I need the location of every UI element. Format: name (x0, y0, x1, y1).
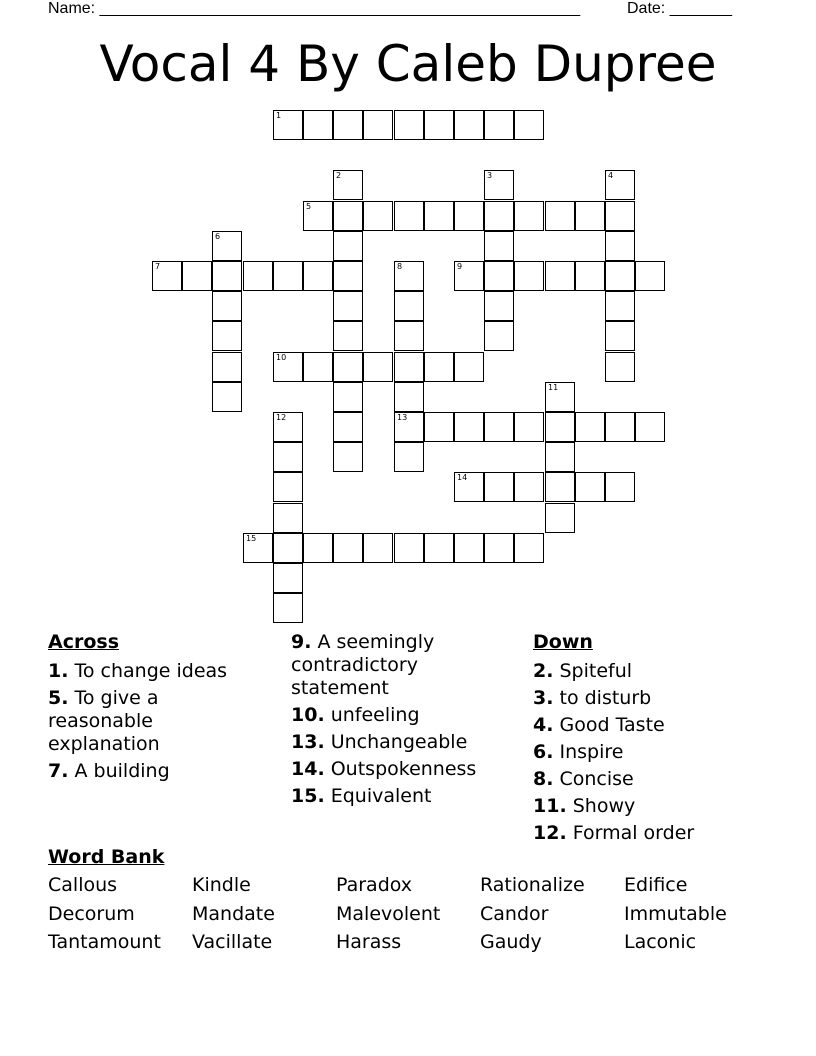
grid-cell[interactable] (545, 472, 575, 502)
word-bank-word: Kindle (192, 874, 251, 896)
word-bank-word: Harass (336, 931, 402, 953)
clue-across-9: 9. A seemingly contradictory statement (291, 631, 435, 699)
clue-across-1: 1. To change ideas (48, 660, 228, 682)
grid-cell[interactable] (484, 170, 514, 200)
date-line: Date: _______ (627, 0, 732, 17)
clue-down-4: 4. Good Taste (533, 714, 665, 736)
cell-number: 1 (276, 111, 282, 120)
grid-cell[interactable] (605, 170, 635, 200)
grid-cell[interactable] (605, 261, 635, 291)
grid-cell[interactable] (484, 533, 514, 563)
grid-cell[interactable] (424, 110, 454, 140)
grid-cell[interactable] (394, 412, 424, 442)
grid-cell[interactable] (484, 472, 514, 502)
grid-cell[interactable] (394, 110, 424, 140)
grid-cell[interactable] (605, 352, 635, 382)
name-line: Name: ______________________________________________________ (48, 0, 581, 17)
clue-across-5: 5. To give a reasonable explanation (48, 687, 160, 755)
grid-cell[interactable] (424, 533, 454, 563)
grid-cell[interactable] (333, 412, 363, 442)
cell-number: 12 (276, 413, 287, 422)
grid-cell[interactable] (514, 110, 544, 140)
grid-cell[interactable] (454, 412, 484, 442)
page-title: Vocal 4 By Caleb Dupree (99, 35, 717, 93)
grid-cell[interactable] (545, 503, 575, 533)
grid-cell[interactable] (514, 412, 544, 442)
word-bank-heading: Word Bank (48, 846, 165, 868)
grid-cell[interactable] (484, 261, 514, 291)
grid-cell[interactable] (363, 352, 393, 382)
down-heading: Down (533, 631, 593, 653)
grid-cell[interactable] (333, 442, 363, 472)
cell-number: 14 (457, 473, 468, 482)
grid-cell[interactable] (333, 291, 363, 321)
grid-cell[interactable] (273, 593, 303, 623)
word-bank-word: Rationalize (480, 874, 585, 896)
grid-cell[interactable] (454, 110, 484, 140)
grid-cell[interactable] (303, 533, 333, 563)
clue-down-2: 2. Spiteful (533, 660, 633, 682)
word-bank-word: Mandate (192, 903, 275, 925)
clue-across-13: 13. Unchangeable (291, 731, 468, 753)
cell-number: 7 (155, 262, 161, 271)
grid-cell[interactable] (514, 533, 544, 563)
cell-number: 13 (397, 413, 408, 422)
grid-cell[interactable] (394, 261, 424, 291)
cell-number: 4 (608, 171, 614, 180)
cell-number: 9 (457, 262, 463, 271)
grid-cell[interactable] (303, 201, 333, 231)
grid-cell[interactable] (545, 261, 575, 291)
grid-cell[interactable] (575, 201, 605, 231)
grid-cell[interactable] (545, 412, 575, 442)
word-bank-word: Callous (48, 874, 118, 896)
across-clues-col-1 (48, 660, 268, 787)
cell-number: 11 (548, 383, 559, 392)
clue-across-7: 7. A building (48, 760, 170, 782)
grid-cell[interactable] (273, 412, 303, 442)
grid-cell[interactable] (605, 321, 635, 351)
grid-cell[interactable] (424, 201, 454, 231)
grid-cell[interactable] (454, 261, 484, 291)
clue-down-12: 12. Formal order (533, 822, 695, 844)
grid-cell[interactable] (243, 533, 273, 563)
grid-cell[interactable] (575, 472, 605, 502)
grid-cell[interactable] (454, 533, 484, 563)
cell-number: 6 (215, 232, 221, 241)
grid-cell[interactable] (273, 533, 303, 563)
clue-down-6: 6. Inspire (533, 741, 624, 763)
grid-cell[interactable] (243, 261, 273, 291)
grid-cell[interactable] (333, 533, 363, 563)
grid-cell[interactable] (424, 352, 454, 382)
cell-number: 8 (397, 262, 403, 271)
grid-cell[interactable] (212, 382, 242, 412)
grid-cell[interactable] (273, 110, 303, 140)
word-bank-word: Malevolent (336, 903, 441, 925)
grid-cell[interactable] (363, 201, 393, 231)
grid-cell[interactable] (635, 261, 665, 291)
grid-cell[interactable] (545, 201, 575, 231)
grid-cell[interactable] (273, 352, 303, 382)
grid-cell[interactable] (575, 261, 605, 291)
word-bank-word: Gaudy (480, 931, 542, 953)
grid-cell[interactable] (363, 533, 393, 563)
cell-number: 15 (246, 534, 257, 543)
grid-cell[interactable] (514, 472, 544, 502)
grid-cell[interactable] (212, 321, 242, 351)
grid-cell[interactable] (333, 110, 363, 140)
grid-cell[interactable] (394, 533, 424, 563)
grid-cell[interactable] (454, 472, 484, 502)
grid-cell[interactable] (212, 231, 242, 261)
cell-number: 10 (276, 353, 287, 362)
grid-cell[interactable] (605, 231, 635, 261)
grid-cell[interactable] (545, 382, 575, 412)
grid-cell[interactable] (424, 412, 454, 442)
grid-cell[interactable] (394, 382, 424, 412)
grid-cell[interactable] (273, 472, 303, 502)
clue-down-3: 3. to disturb (533, 687, 652, 709)
grid-cell[interactable] (212, 291, 242, 321)
grid-cell[interactable] (484, 110, 514, 140)
grid-cell[interactable] (514, 261, 544, 291)
grid-cell[interactable] (152, 261, 182, 291)
grid-cell[interactable] (454, 352, 484, 382)
across-heading: Across (48, 631, 120, 653)
grid-cell[interactable] (394, 321, 424, 351)
grid-cell[interactable] (273, 503, 303, 533)
grid-cell[interactable] (514, 201, 544, 231)
grid-cell[interactable] (333, 261, 363, 291)
grid-cell[interactable] (333, 382, 363, 412)
word-bank-word: Edifice (624, 874, 688, 896)
word-bank-word: Candor (480, 903, 549, 925)
word-bank-word: Vacillate (192, 931, 273, 953)
grid-cell[interactable] (394, 291, 424, 321)
grid-cell[interactable] (212, 352, 242, 382)
clue-across-14: 14. Outspokenness (291, 758, 477, 780)
grid-cell[interactable] (484, 201, 514, 231)
cell-number: 3 (487, 171, 493, 180)
word-bank-word: Paradox (336, 874, 413, 896)
grid-cell[interactable] (454, 201, 484, 231)
grid-cell[interactable] (575, 412, 605, 442)
grid-cell[interactable] (605, 201, 635, 231)
grid-cell[interactable] (212, 261, 242, 291)
clue-across-10: 10. unfeeling (291, 704, 420, 726)
grid-cell[interactable] (363, 110, 393, 140)
grid-cell[interactable] (273, 261, 303, 291)
grid-cell[interactable] (394, 201, 424, 231)
grid-cell[interactable] (635, 412, 665, 442)
grid-cell[interactable] (605, 472, 635, 502)
word-bank-word: Laconic (624, 931, 697, 953)
grid-cell[interactable] (333, 170, 363, 200)
grid-cell[interactable] (333, 201, 363, 231)
grid-cell[interactable] (484, 321, 514, 351)
grid-cell[interactable] (303, 110, 333, 140)
cell-number: 2 (336, 171, 342, 180)
clue-down-8: 8. Concise (533, 768, 634, 790)
grid-cell[interactable] (333, 321, 363, 351)
word-bank-word: Decorum (48, 903, 135, 925)
grid-cell[interactable] (333, 231, 363, 261)
word-bank-word: Tantamount (48, 931, 161, 953)
grid-cell[interactable] (273, 442, 303, 472)
clue-down-11: 11. Showy (533, 795, 636, 817)
grid-cell[interactable] (303, 261, 333, 291)
down-clues-col (533, 660, 773, 849)
cell-number: 5 (306, 202, 312, 211)
grid-cell[interactable] (333, 352, 363, 382)
word-bank-word: Immutable (624, 903, 727, 925)
grid-cell[interactable] (303, 352, 333, 382)
grid-cell[interactable] (394, 442, 424, 472)
clue-across-15: 15. Equivalent (291, 785, 432, 807)
grid-cell[interactable] (605, 412, 635, 442)
across-clues-col-2 (291, 631, 516, 812)
grid-cell[interactable] (273, 563, 303, 593)
grid-cell[interactable] (484, 412, 514, 442)
grid-cell[interactable] (484, 231, 514, 261)
grid-cell[interactable] (182, 261, 212, 291)
grid-cell[interactable] (394, 352, 424, 382)
grid-cell[interactable] (484, 291, 514, 321)
grid-cell[interactable] (605, 291, 635, 321)
grid-cell[interactable] (545, 442, 575, 472)
